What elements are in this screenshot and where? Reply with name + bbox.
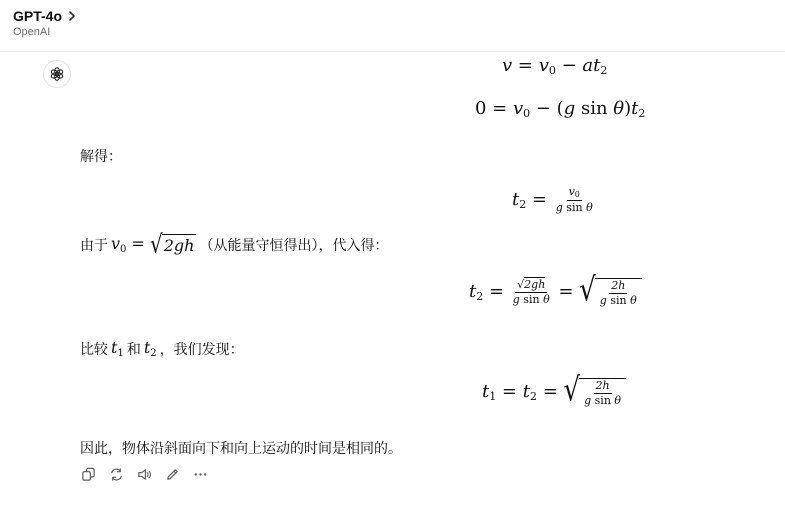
text-since [80,228,389,259]
chat-header [0,0,785,52]
text-compare [80,338,244,359]
chevron-right-icon [66,10,78,22]
model-name: GPT-4o [13,8,63,24]
inline-math-t1: $t_1$ [111,338,124,359]
more-icon [193,467,208,482]
read-aloud-button[interactable] [136,466,152,482]
message-toolbar [80,466,208,482]
text-solve: 解得： [80,148,122,164]
copy-icon [81,467,96,482]
equation-t2-substituted: $t_2$ = $\frac{√2gh}{\text{g sin θ}}$ = √ $\frac{2h}{\text{g sin θ}}$ [469,278,642,306]
assistant-avatar [43,60,71,88]
model-provider: OpenAI [13,26,51,38]
text-since-prefix: 由于 [80,236,108,253]
text-conclusion: 因此，物体沿斜面向下和向上运动的时间是相同的。 [80,440,402,456]
regenerate-button[interactable] [108,466,124,482]
more-button[interactable] [192,466,208,482]
text-compare-suffix: ，我们发现： [159,340,244,357]
model-selector[interactable] [13,8,78,24]
openai-logo-icon [49,66,65,82]
edit-icon [165,467,180,482]
text-since-suffix: （从能量守恒得出），代入得： [199,236,389,253]
inline-math-v0: $v_0$ = √ 2gh [111,228,195,259]
text-compare-and: 和 [126,340,141,357]
equation-t1-equals-t2: $t_1 = t_2$ = √ $\frac{2h}{\text{g sin θ}}$ [482,378,626,406]
equation-zero: $0 = v_0 - (g$ $\sin \theta)t_2$ [475,98,646,120]
edit-button[interactable] [164,466,180,482]
equation-velocity: $v = v_0 - at_2$ [502,55,608,77]
text-compare-prefix: 比较 [80,340,108,357]
equation-t2: $t_2$ = $\frac{v_0}{\text{g sin θ}}$ [512,185,593,215]
read-aloud-icon [137,467,152,482]
inline-math-t2: $t_2$ [143,338,157,359]
copy-button[interactable] [80,466,96,482]
regenerate-icon [109,467,124,482]
